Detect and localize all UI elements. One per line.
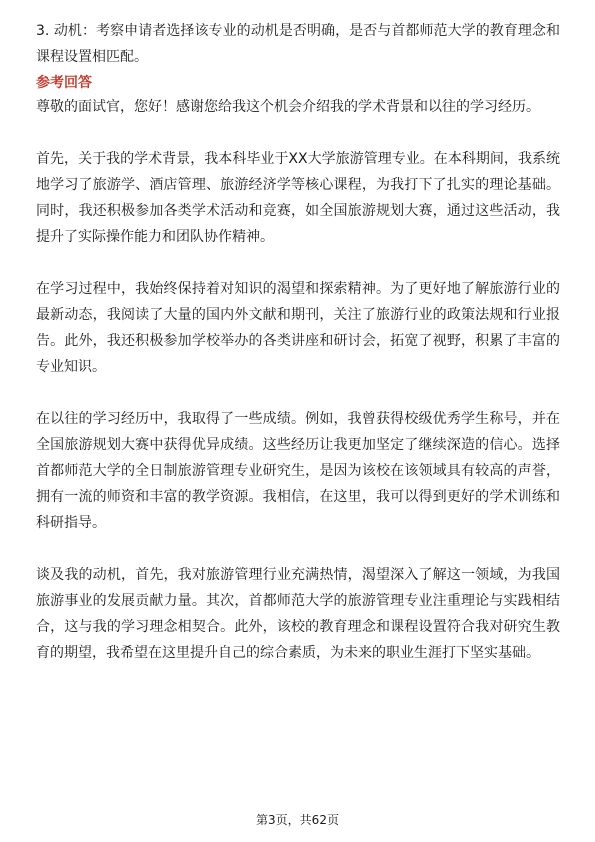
answer-paragraph-motivation: 谈及我的动机，首先，我对旅游管理行业充满热情，渴望深入了解这一领域，为我国旅游事业的发展贡献力量。其次，首都师范大学的旅游管理专业注重理论与实践相结合，这与我的学习理念相契合。此外，该校的教育理念和课程设置符合我对研究生教育的期望，我希望在这里提升自己的综合素质，为未来的职业生涯打下坚实基础。: [36, 567, 560, 661]
answer-paragraph-achievements: 在以往的学习经历中，我取得了一些成绩。例如，我曾获得校级优秀学生称号，并在全国旅游规划大赛中获得优异成绩。这些经历让我更加坚定了继续深造的信心。选择首都师范大学的全日制旅游管理专业研究生，是因为该校在该领域具有较高的声誉，拥有一流的师资和丰富的教学资源。我相信，在这里，我可以得到更好的学术训练和科研指导。: [36, 411, 560, 531]
document-page: [36, 18, 560, 666]
answer-paragraph-learning-process: 在学习过程中，我始终保持着对知识的渴望和探索精神。为了更好地了解旅游行业的最新动态，我阅读了大量的国内外文献和期刊，关注了旅游行业的政策法规和行业报告。此外，我还积极参加学校举办的各类讲座和研讨会，拓宽了视野，积累了丰富的专业知识。: [36, 281, 560, 375]
question-point-motivation: 3. 动机：考察申请者选择该专业的动机是否明确，是否与首都师范大学的教育理念和课程设置相匹配。: [36, 23, 560, 65]
answer-paragraph-academic-background: 首先，关于我的学术背景，我本科毕业于XX大学旅游管理专业。在本科期间，我系统地学习了旅游学、酒店管理、旅游经济学等核心课程，为我打下了扎实的理论基础。同时，我还积极参加各类学术活动和竞赛，如全国旅游规划大赛，通过这些活动，我提升了实际操作能力和团队协作精神。: [36, 151, 560, 245]
answer-greeting: 尊敬的面试官，您好！感谢您给我这个机会介绍我的学术背景和以往的学习经历。: [36, 99, 540, 115]
reference-answer-label: 参考回答: [36, 75, 92, 91]
page-footer: 第3页，共62页: [256, 813, 339, 827]
